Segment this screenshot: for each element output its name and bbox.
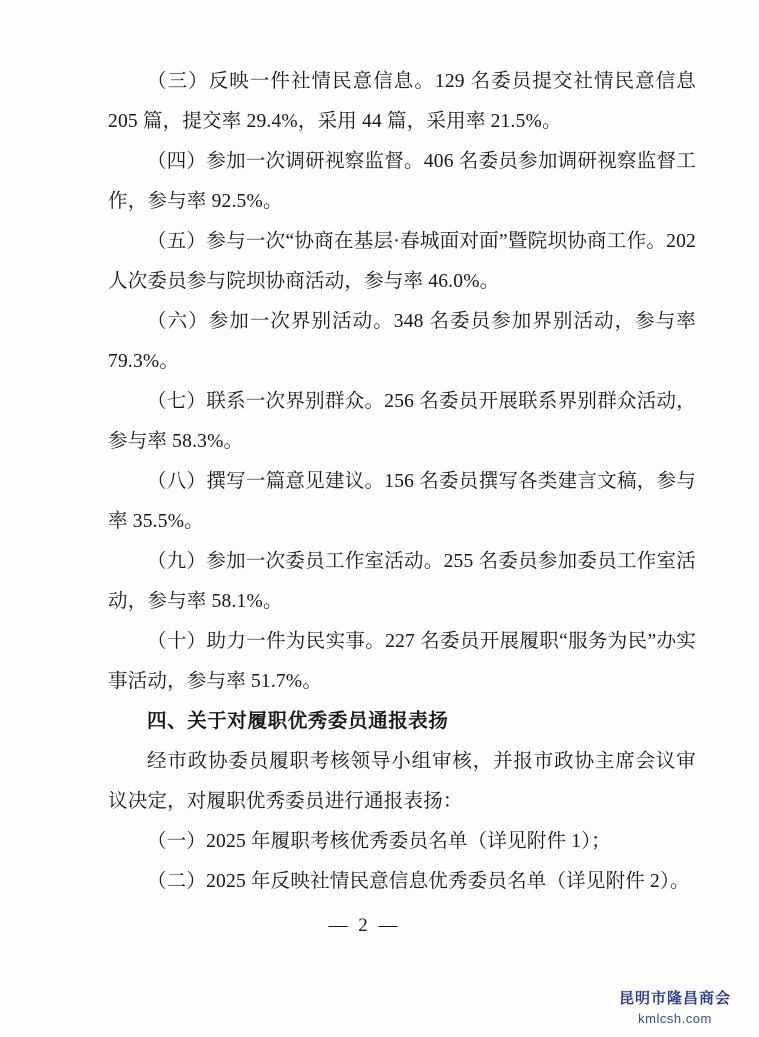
section-four-heading: 四、关于对履职优秀委员通报表扬 <box>147 711 449 732</box>
paragraph-item-5: （五）参与一次“协商在基层·春城面对面”暨院坝协商工作。202 人次委员参与院坝协商活动，参与率 46.0%。 <box>108 231 696 292</box>
document-body <box>108 62 696 902</box>
paragraph-sub-item-1: （一）2025 年履职考核优秀委员名单（详见附件 1）； <box>147 831 611 852</box>
watermark-title: 昆明市隆昌商会 <box>618 990 731 1007</box>
paragraph-item-7: （七）联系一次界别群众。256 名委员开展联系界别群众活动，参与率 58.3%。 <box>108 391 696 452</box>
paragraph-sub-item-2: （二）2025 年反映社情民意信息优秀委员名单（详见附件 2）。 <box>147 871 690 892</box>
section-four-body: 经市政协委员履职考核领导小组审核，并报市政协主席会议审议决定，对履职优秀委员进行通报表扬： <box>108 751 696 812</box>
watermark <box>619 990 731 1027</box>
paragraph-item-3: （三）反映一件社情民意信息。129 名委员提交社情民意信息 205 篇，提交率 29.4%，采用 44 篇，采用率 21.5%。 <box>108 71 696 132</box>
paragraph-item-9: （九）参加一次委员工作室活动。255 名委员参加委员工作室活动，参与率 58.1%。 <box>108 551 696 612</box>
paragraph-item-6: （六）参加一次界别活动。348 名委员参加界别活动，参与率 79.3%。 <box>108 311 696 372</box>
paragraph-item-4: （四）参加一次调研视察监督。406 名委员参加调研视察监督工作，参与率 92.5%。 <box>108 151 696 212</box>
paragraph-item-10: （十）助力一件为民实事。227 名委员开展履职“服务为民”办实事活动，参与率 51.7%。 <box>108 631 696 692</box>
page-number-text: — 2 — <box>328 915 401 936</box>
watermark-url: kmlcsh.com <box>638 1010 712 1026</box>
page-number <box>0 915 759 937</box>
paragraph-item-8: （八）撰写一篇意见建议。156 名委员撰写各类建言文稿，参与率 35.5%。 <box>108 471 696 532</box>
